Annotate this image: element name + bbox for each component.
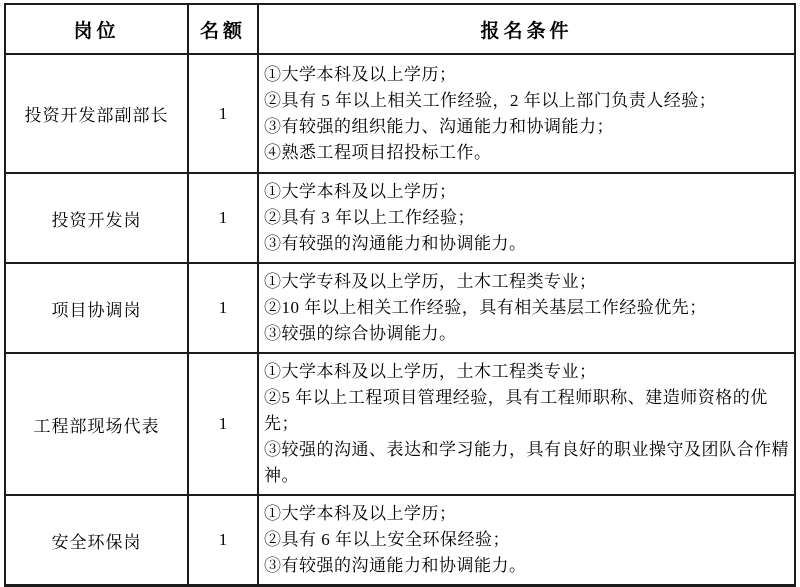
position-cell: 工程部现场代表 xyxy=(5,353,188,495)
table-row xyxy=(5,353,795,495)
position-cell: 投资开发部副部长 xyxy=(5,54,188,173)
condition-line: ②5 年以上工程项目管理经验，具有工程师职称、建造师资格的优先； xyxy=(264,388,768,433)
table-row xyxy=(5,263,795,353)
conditions-cell xyxy=(258,54,795,173)
condition-line: ③有较强的组织能力、沟通能力和协调能力； xyxy=(264,116,614,136)
table-row xyxy=(5,54,795,173)
position-cell: 投资开发岗 xyxy=(5,173,188,263)
condition-line: ③有较强的沟通能力和协调能力。 xyxy=(264,234,527,253)
quota-cell: 1 xyxy=(188,353,258,495)
recruitment-table xyxy=(4,3,796,587)
condition-line: ②10 年以上相关工作经验，具有相关基层工作经验优先； xyxy=(264,298,707,317)
quota-cell: 1 xyxy=(188,173,258,263)
header-quota: 名额 xyxy=(188,4,258,54)
position-cell: 项目协调岗 xyxy=(5,263,188,353)
condition-line: ①大学本科及以上学历，土木工程类专业； xyxy=(264,362,597,381)
conditions-cell xyxy=(258,353,795,495)
table-header-row xyxy=(5,4,795,54)
header-position: 岗位 xyxy=(5,4,188,54)
table-row xyxy=(5,495,795,586)
condition-line: ③较强的综合协调能力。 xyxy=(264,324,457,343)
position-cell: 安全环保岗 xyxy=(5,495,188,586)
condition-line: ③较强的沟通、表达和学习能力，具有良好的职业操守及团队合作精神。 xyxy=(264,440,789,485)
condition-line: ②具有 5 年以上相关工作经验，2 年以上部门负责人经验； xyxy=(264,90,717,110)
condition-line: ①大学专科及以上学历，土木工程类专业； xyxy=(264,272,597,291)
conditions-cell xyxy=(258,263,795,353)
quota-cell: 1 xyxy=(188,263,258,353)
condition-line: ④熟悉工程项目招投标工作。 xyxy=(264,142,492,162)
quota-cell: 1 xyxy=(188,54,258,173)
condition-line: ②具有 3 年以上工作经验； xyxy=(264,208,475,227)
header-conditions: 报名条件 xyxy=(258,4,795,54)
table-body xyxy=(5,54,795,586)
condition-line: ①大学本科及以上学历； xyxy=(264,64,457,84)
conditions-cell xyxy=(258,173,795,263)
condition-line: ①大学本科及以上学历； xyxy=(264,182,457,201)
quota-cell: 1 xyxy=(188,495,258,586)
conditions-cell xyxy=(258,495,795,586)
table-row xyxy=(5,173,795,263)
condition-line: ①大学本科及以上学历； xyxy=(264,504,457,523)
condition-line: ③有较强的沟通能力和协调能力。 xyxy=(264,556,527,575)
condition-line: ②具有 6 年以上安全环保经验； xyxy=(264,530,510,549)
